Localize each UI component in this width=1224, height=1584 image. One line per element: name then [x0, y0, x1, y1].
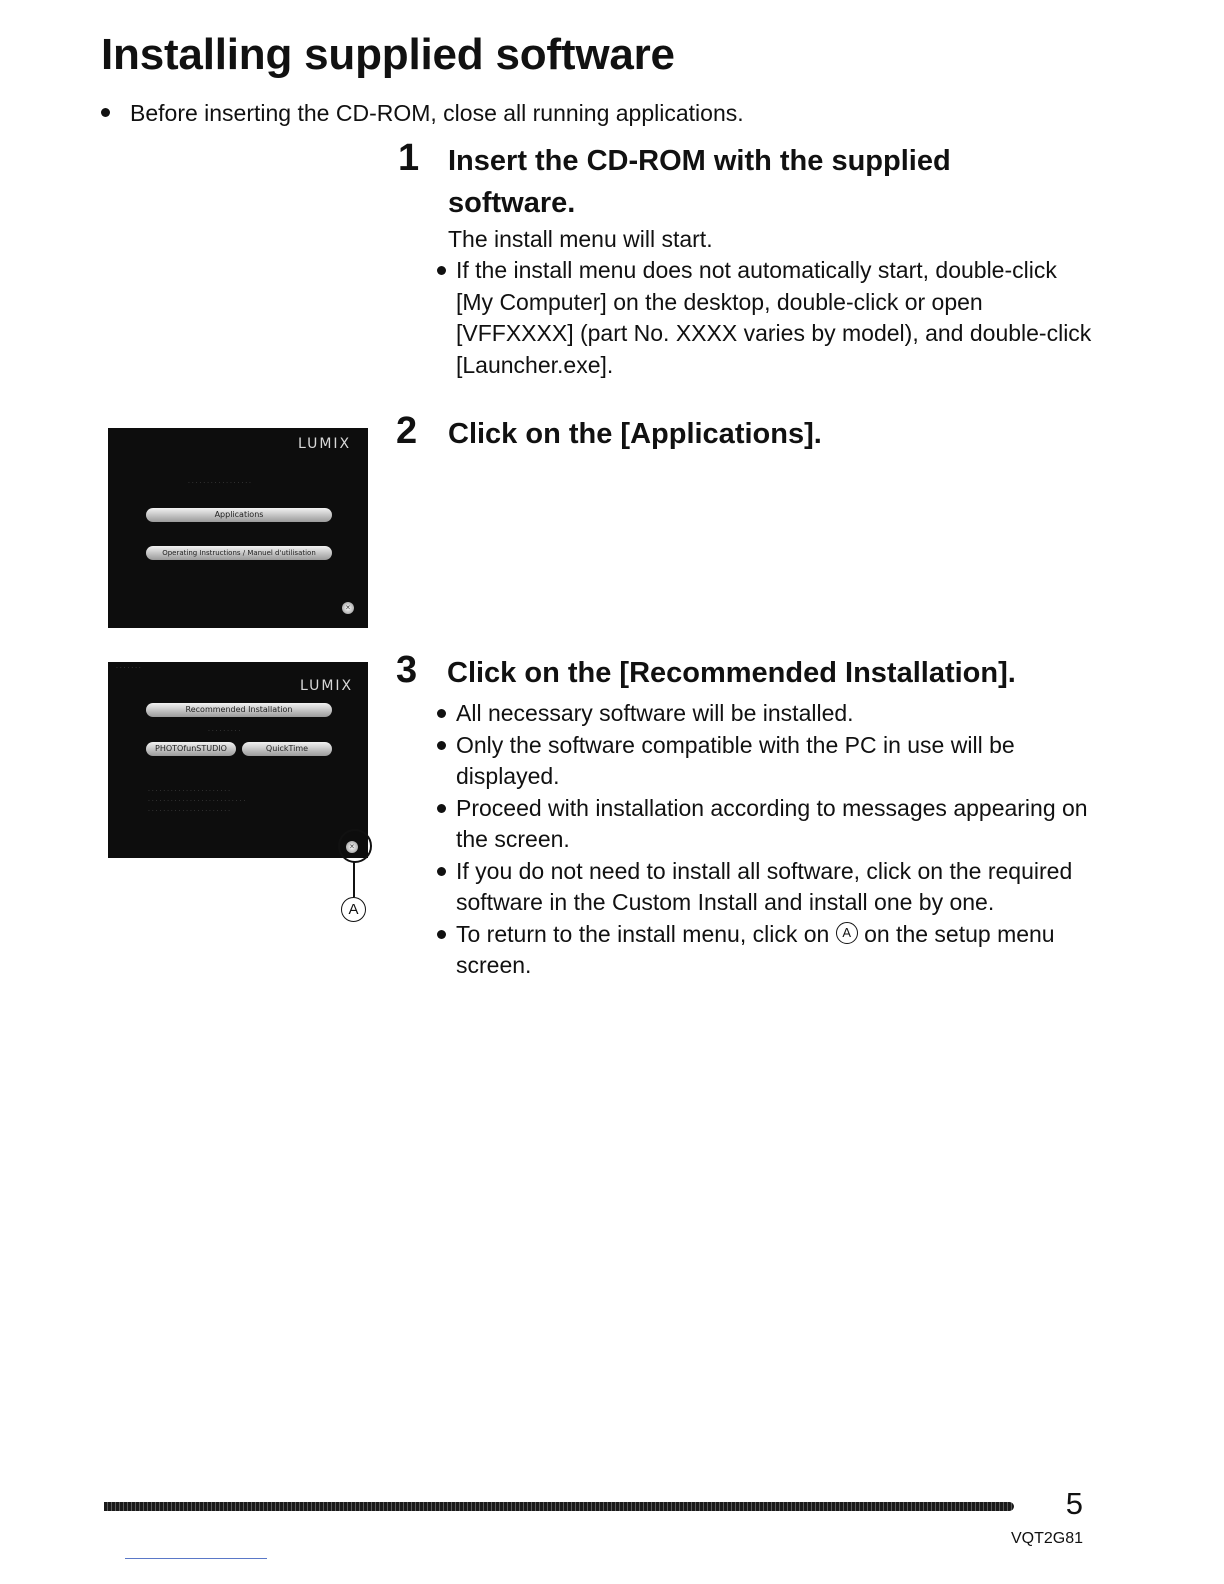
- step-1-body: The install menu will start.: [448, 226, 713, 252]
- close-icon[interactable]: ×: [342, 602, 354, 614]
- bullet-dot: [101, 108, 110, 117]
- footer-bar: [104, 1502, 1014, 1511]
- lumix-logo: LUMIX: [300, 678, 354, 694]
- faint-caption: · · · · · · · · · · · · · · · · · · · · · ·: [148, 788, 231, 795]
- step-3-bullets: [435, 698, 1095, 982]
- faint-caption: · · · · · · ·: [116, 665, 141, 672]
- step-3-heading: Click on the [Recommended Installation].: [447, 657, 1016, 689]
- last-bullet-post: on the setup menu screen.: [456, 920, 1055, 978]
- faint-caption: · · · · · · · · · · · · · · · · · · · · · · · · · ·: [148, 798, 246, 805]
- recommended-installation-button[interactable]: Recommended Installation: [146, 703, 332, 717]
- step-2-heading: Click on the [Applications].: [448, 418, 822, 450]
- faint-caption: · · · · · · · · · · · · · · · · · · · · · ·: [148, 808, 231, 815]
- page-number: 5: [1065, 1486, 1083, 1521]
- applications-button[interactable]: Applications: [146, 508, 332, 522]
- callout-ring: [338, 829, 372, 863]
- step-1-number: 1: [398, 137, 420, 179]
- intro-note: [101, 100, 744, 127]
- step-1-bullets: [435, 255, 1095, 381]
- step-1-heading-line2: software.: [448, 187, 576, 219]
- lumix-logo: LUMIX: [298, 436, 352, 452]
- last-bullet-pre: To return to the install menu, click on: [456, 920, 830, 947]
- list-item: [435, 919, 1095, 982]
- circled-a-icon: A: [836, 922, 858, 944]
- photofunstudio-button[interactable]: PHOTOfunSTUDIO: [146, 742, 236, 756]
- document-code: VQT2G81: [1010, 1530, 1083, 1547]
- step-1-heading: [448, 140, 951, 224]
- callout-label-a: A: [341, 897, 366, 922]
- list-item: Proceed with installation according to messages appearing on the screen.: [435, 793, 1095, 856]
- page-title: Installing supplied software: [101, 30, 675, 79]
- faint-caption: · · · · · · · · ·: [208, 728, 241, 735]
- quicktime-button[interactable]: QuickTime: [242, 742, 332, 756]
- step-3-number: 3: [396, 649, 418, 691]
- install-menu-screenshot: [108, 428, 368, 628]
- return-to-menu-icon[interactable]: ×: [346, 841, 358, 853]
- list-item: If you do not need to install all software, click on the required software in the Custom Install and install one by one.: [435, 856, 1095, 919]
- setup-menu-screenshot: [108, 662, 368, 858]
- list-item: Only the software compatible with the PC in use will be displayed.: [435, 730, 1095, 793]
- faint-caption: · · · · · · · · · · · · · · · · ·: [188, 480, 251, 487]
- bottom-rule: [125, 1558, 267, 1559]
- list-item: If the install menu does not automatically start, double-click [My Computer] on the desktop, double-click or open [VFFXXXX] (part No. XXXX varies by model), and double-click [Launcher.exe].: [435, 255, 1095, 381]
- step-2-number: 2: [396, 410, 418, 452]
- list-item: All necessary software will be installed.: [435, 698, 1095, 730]
- intro-text: Before inserting the CD-ROM, close all running applications.: [130, 100, 744, 126]
- operating-instructions-button[interactable]: Operating Instructions / Manuel d'utilisation: [146, 546, 332, 560]
- step-1-heading-line1: Insert the CD-ROM with the supplied: [448, 145, 951, 177]
- callout-line: [353, 861, 355, 897]
